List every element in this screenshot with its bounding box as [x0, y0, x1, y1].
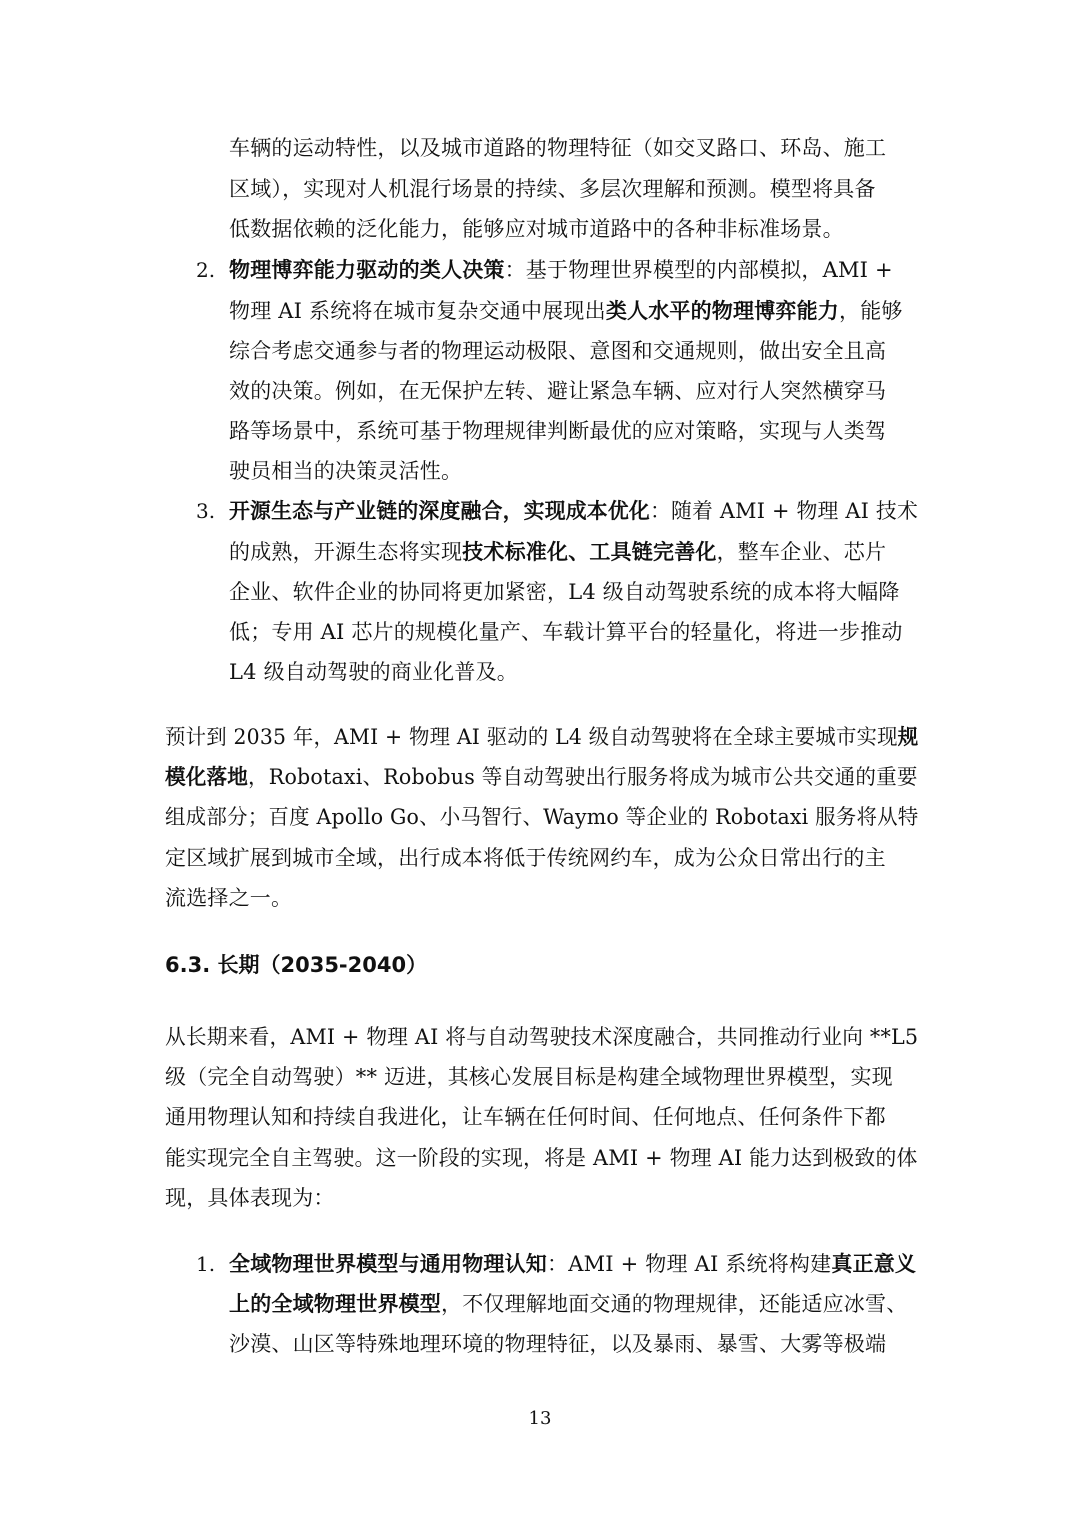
list1-item2-number: 2.: [196, 258, 216, 282]
list2-item1-line1-bold-end: 真正意义: [831, 1251, 917, 1276]
list1-item3-line1: [229, 496, 918, 526]
list1-item3-line3: 企业、软件企业的协同将更加紧密，L4 级自动驾驶系统的成本将大幅降: [229, 580, 900, 604]
list2-item1-line1: [229, 1249, 916, 1279]
list1-item3-line2-pre: 的成熟，开源生态将实现: [229, 540, 463, 564]
list1-item2-line2-post: ，能够: [839, 299, 903, 323]
list2-item1-line2: [229, 1289, 907, 1319]
list1-item1-line2: 区域），实现对人机混行场景的持续、多层次理解和预测。模型将具备: [229, 177, 876, 201]
list1-item2-line5: 路等场景中，系统可基于物理规律判断最优的应对策略，实现与人类驾: [229, 419, 887, 443]
list1-item1-line3: 低数据依赖的泛化能力，能够应对城市道路中的各种非标准场景。: [229, 217, 844, 241]
list2-item1-line2-post: ，不仅理解地面交通的物理规律，还能适应冰雪、: [441, 1292, 908, 1316]
list1-item3-line2: [229, 537, 886, 567]
list1-item2-line2-bold: 类人水平的物理博弈能力: [605, 298, 840, 323]
list2-item1-line2-bold: 上的全域物理世界模型: [229, 1291, 441, 1316]
list1-item3-line4: 低；专用 AI 芯片的规模化量产、车载计算平台的轻量化，将进一步推动: [229, 620, 903, 644]
list1-item3-number: 3.: [196, 499, 216, 523]
list1-item2-line6: 驶员相当的决策灵活性。: [229, 459, 463, 483]
para2-line4: 能实现完全自主驾驶。这一阶段的实现，将是 AMI + 物理 AI 能力达到极致的体: [165, 1146, 918, 1170]
list1-item2-line2-pre: 物理 AI 系统将在城市复杂交通中展现出: [229, 299, 606, 323]
para1-line3: 组成部分；百度 Apollo Go、小马智行、Waymo 等企业的 Robotaxi 服务将从特: [165, 805, 919, 829]
list1-item2-line4: 效的决策。例如，在无保护左转、避让紧急车辆、应对行人突然横穿马: [229, 379, 887, 403]
para1-line2-bold: 模化落地: [165, 764, 249, 789]
para2-line2: 级（完全自动驾驶）** 迈进，其核心发展目标是构建全域物理世界模型，实现: [165, 1065, 893, 1089]
para2-line1: 从长期来看，AMI + 物理 AI 将与自动驾驶技术深度融合，共同推动行业向 **L5: [165, 1025, 919, 1049]
para1-line1: [165, 722, 918, 752]
para1-line5: 流选择之一。: [165, 886, 293, 910]
para1-line1-bold: 规: [897, 724, 919, 749]
section-heading: 6.3. 长期（2035-2040）: [165, 953, 428, 977]
para1-line2: [165, 762, 918, 792]
page-number: 13: [528, 1408, 552, 1429]
list1-item3-title: 开源生态与产业链的深度融合，实现成本优化: [229, 498, 650, 523]
list1-item3-line5: L4 级自动驾驶的商业化普及。: [229, 660, 518, 684]
list1-item2-line3: 综合考虑交通参与者的物理运动极限、意图和交通规则，做出安全且高: [229, 339, 887, 363]
para1-line4: 定区域扩展到城市全域，出行成本将低于传统网约车，成为公众日常出行的主: [165, 846, 886, 870]
para1-line2-post: ，Robotaxi、Robobus 等自动驾驶出行服务将成为城市公共交通的重要: [248, 765, 918, 789]
list1-item3-line2-post: ，整车企业、芯片: [716, 540, 887, 564]
list2-item1-line1-rest: ：AMI + 物理 AI 系统将构建: [547, 1252, 832, 1276]
para2-line5: 现，具体表现为：: [165, 1186, 335, 1210]
list1-item2-line1: [229, 255, 893, 285]
list1-item2-title: 物理博弈能力驱动的类人决策: [229, 257, 505, 282]
list1-item2-line1-rest: ：基于物理世界模型的内部模拟，AMI +: [504, 258, 893, 282]
list2-item1-line3: 沙漠、山区等特殊地理环境的物理特征，以及暴雨、暴雪、大雾等极端: [229, 1332, 887, 1356]
list1-item3-line2-bold: 技术标准化、工具链完善化: [462, 539, 717, 564]
list1-item2-line2: [229, 296, 903, 326]
para1-line1-pre: 预计到 2035 年，AMI + 物理 AI 驱动的 L4 级自动驾驶将在全球主要城市实现: [165, 725, 898, 749]
list1-item3-line1-rest: ：随着 AMI + 物理 AI 技术: [649, 499, 919, 523]
para2-line3: 通用物理认知和持续自我进化，让车辆在任何时间、任何地点、任何条件下都: [165, 1105, 886, 1129]
list1-item1-line1: 车辆的运动特性，以及城市道路的物理特征（如交叉路口、环岛、施工: [229, 136, 887, 160]
list2-item1-number: 1.: [196, 1252, 216, 1276]
list2-item1-title: 全域物理世界模型与通用物理认知: [229, 1251, 547, 1276]
